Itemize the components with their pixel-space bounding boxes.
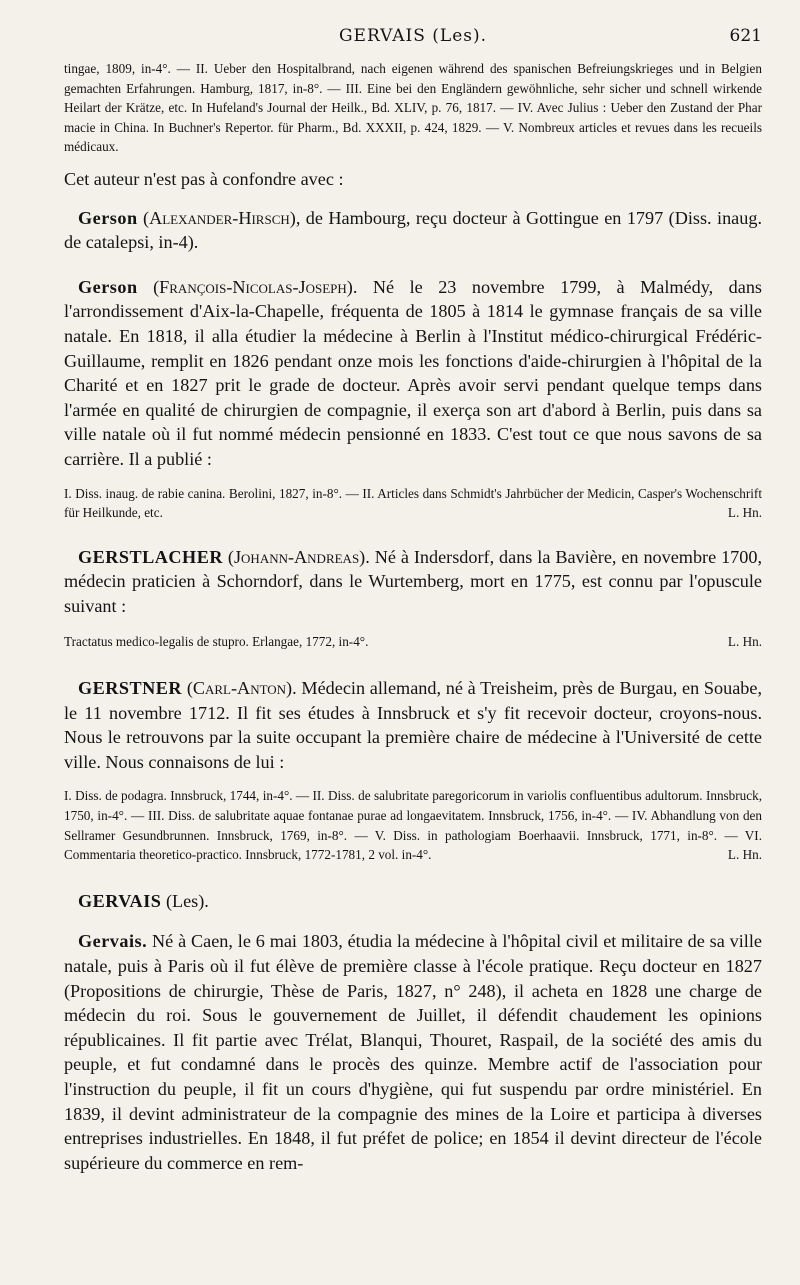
entry-name: Gerson: [78, 207, 138, 228]
section-name: GERVAIS: [78, 890, 162, 911]
works-text: I. Diss. de podagra. Innsbruck, 1744, in-4°. — II. Diss. de salubritate paregoricorum in variolis confluentibus adultorum. Innsbruck, 1750, in-4°. — III. Diss. de salubritate aquae fontanae purae ad longaevitatem. Innsbruck, 1756, in-4°. — IV. Abhandlung von den Sellramer Gesundbrunnen. Innsbruck, 1769, in-8°. — V. Diss. in pathologiam Boerhaavii. Innsbruck, 1771, in-8°. — VI. Commentaria theoretico-practico. Innsbruck, 1772-1781, 2 vol. in-4°.: [64, 788, 762, 863]
signature: L. Hn.: [727, 847, 762, 863]
entry-works: [64, 786, 762, 864]
works-text: Tractatus medico-legalis de stupro. Erlangae, 1772, in-4°.: [64, 634, 369, 650]
entry-name: GERSTNER: [78, 678, 183, 699]
page-number: 621: [729, 26, 762, 46]
section-heading: [64, 889, 762, 914]
entry-gerson-francois: [64, 275, 762, 472]
entry-text: . Né à Indersdorf, dans la Bavière, en novembre 1700, médecin praticien à Schorndorf, dans le Wurtemberg, mort en 1775, est connu par l'opuscule suivant :: [64, 546, 763, 616]
works-text: I. Diss. inaug. de rabie canina. Berolini, 1827, in-8°. — II. Articles dans Schmidt's Jahrbücher der Medicin, Casper's Wochenschrift für Heilkunde, etc.: [64, 485, 762, 521]
entry-works: [64, 632, 762, 652]
entry-forenames: (Carl-Anton): [186, 678, 293, 699]
entry-forenames: (Alexander-Hirsch): [143, 207, 296, 228]
entry-name: Gervais.: [78, 931, 148, 952]
entry-gerstner: [64, 676, 762, 774]
entry-name: Gerson: [78, 276, 138, 297]
running-head: GERVAIS (Les).: [338, 26, 488, 46]
signature: L. Hn.: [727, 505, 762, 521]
confuse-line: Cet auteur n'est pas à confondre avec :: [64, 168, 344, 189]
entry-works: [64, 484, 762, 523]
entry-text: , de Hambourg, reçu docteur à Gottingue en 1797 (Diss. inaug. de catalepsi, in-4).: [64, 207, 762, 253]
entry-forenames: (François-Nicolas-Joseph): [153, 276, 353, 297]
entry-text: Né à Caen, le 6 mai 1803, étudia la médecine à l'hôpital civil et militaire de sa ville natale, puis à Paris où il fut élève de première classe à l'école pratique. Reçu docteur en 1827 (Propositions de chirurgie, Thèse de Paris, 1827, n° 248), il acheta en 1828 une charge de médecin du roi. Sous le gouvernement de Juillet, il défendit chaudement les opinions républicaines. Il fit partie avec Trélat, Blanqui, Thouret, Raspail, de la société des amis du peuple, et fut condamné dans le procès des quinze. Membre actif de l'association pour l'instruction du peuple, il fit un cours d'hygiène, qui fut suspendu par ordre ministériel. En 1839, il devint administrateur de la compagnie des mines de la Loire et participa à diverses entreprises industrielles. En 1848, il fut préfet de police; en 1854 il devint directeur de l'école supérieure du commerce en rem-: [64, 931, 762, 1173]
entry-gerstlacher: [64, 545, 762, 619]
entry-gervais: [64, 929, 762, 1175]
entry-text: . Médecin allemand, né à Treisheim, près de Burgau, en Souabe, le 11 novembre 1712. Il fit ses études à Innsbruck et s'y fit recevoir docteur, croyons-nous. Nous le retrouvons par la suite occupant la première chaire de médecine à l'Université de cette ville. Nous connaisons de lui :: [64, 678, 762, 772]
entry-text: . Né le 23 novembre 1799, à Malmédy, dans l'arrondissement d'Aix-la-Chapelle, fréquenta de 1805 à 1814 le gymnase français de sa ville natale. En 1818, il alla étudier la médecine à Berlin à l'Institut médico-chirurgical Frédéric-Guillaume, remplit en 1826 pendant onze mois les fonctions d'aide-chirurgien à l'hôpital de la Charité et en 1827 prit le grade de docteur. Après avoir servi pendant quelque temps dans l'armée en qualité de chirurgien de compagnie, il exerça son art d'abord à Berlin, puis dans sa ville natale où il fut nommé médecin pensionné en 1833. C'est tout ce que nous savons de sa carrière. Il a publié :: [64, 276, 762, 469]
page-header: [64, 0, 762, 53]
section-suffix: (Les).: [165, 890, 209, 911]
entry-gerson-alexander: [64, 206, 762, 255]
signature: L. Hn.: [727, 634, 762, 650]
top-note: tingae, 1809, in-4°. — II. Ueber den Hospitalbrand, nach eigenen während des spanischen Befreiungskrieges und in Belgien gemachten Erfahrungen. Hamburg, 1817, in-8°. — III. Eine bei den Engländern gewöhnliche, sehr sicher und schnell wirkende Heilart der Krätze, etc. In Hufeland's Journal der Heilk., Bd. XLIV, p. 76, 1817. — IV. Avec Julius : Ueber den Zustand der Phar macie in China. In Buchner's Repertor. für Pharm., Bd. XXXII, p. 424, 1829. — V. Nombreux articles et revues dans les recueils médicaux.: [64, 61, 762, 155]
entry-name: GERSTLACHER: [78, 546, 223, 567]
entry-forenames: (Johann-Andreas): [227, 546, 366, 567]
